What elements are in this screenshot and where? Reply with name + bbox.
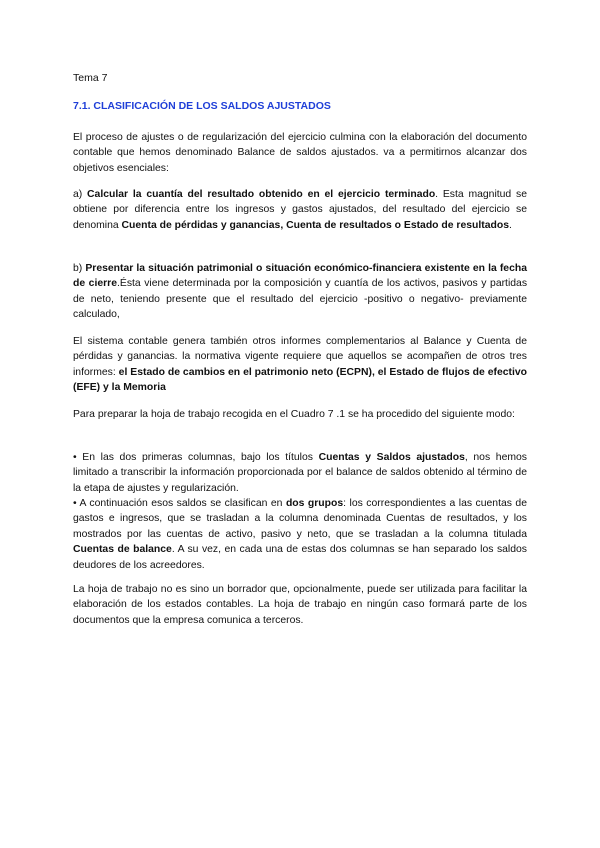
objective-b-title: Presentar la situación patrimonial o situación económico-financiera existente en la fecha de cierre (73, 263, 527, 290)
complementary-reports-paragraph (73, 334, 527, 396)
objective-a-prefix: a) (73, 189, 88, 200)
bullet-first-bold: Cuentas y Saldos ajustados (318, 452, 465, 463)
objective-a-text: . Esta magnitud se obtiene por diferencia entre los ingresos y gastos ajustados, del resultado del ejercicio se denomina (73, 189, 527, 231)
objective-b-paragraph (73, 261, 527, 323)
bullet-second-end: . A su vez, en cada una de estas dos columnas se han separado los saldos deudores de los acreedores. (73, 544, 527, 571)
worksheet-intro-paragraph: Para preparar la hoja de trabajo recogida en el Cuadro 7 .1 se ha procedido del siguiente modo: (73, 409, 515, 420)
bullet-first-columns (73, 450, 527, 496)
objective-b-prefix: b) (73, 263, 86, 274)
bullet-second-text: • A continuación esos saldos se clasifican en (73, 498, 286, 509)
bullet-first-rest: , nos hemos limitado a transcribir la información proporcionada por el balance de saldos obtenido al término de la etapa de ajustes y regularización. (73, 452, 527, 494)
bullet-second-bold-groups: dos grupos (285, 498, 344, 509)
objective-a-paragraph (73, 187, 527, 233)
intro-paragraph: El proceso de ajustes o de regularización del ejercicio culmina con la elaboración del documento contable que hemos denominado Balance de saldos ajustados. va a permitirnos alcanzar dos objetivos esenciales: (73, 132, 527, 174)
objective-a-statement-names: Cuenta de pérdidas y ganancias, Cuenta de resultados o Estado de resultados (121, 219, 509, 231)
complementary-reports-list: el Estado de cambios en el patrimonio neto (ECPN), el Estado de flujos de efectivo (EFE) y la Memoria (73, 366, 527, 394)
objective-a-title: Calcular la cuantía del resultado obtenido en el ejercicio terminado (87, 189, 436, 200)
section-heading: 7.1. CLASIFICACIÓN DE LOS SALDOS AJUSTADOS (73, 100, 331, 112)
objective-b-text: .Ésta viene determinada por la composición y cuantía de los activos, pasivos y partidas de neto, teniendo presente que el resultado del ejercicio -positivo o negativo- previamente calculado, (73, 278, 528, 321)
complementary-reports-text: El sistema contable genera también otros informes complementarios al Balance y Cuenta de pérdidas y ganancias. la normativa vigente requiere que aquellos se acompañen de otros tres informes: (73, 336, 527, 378)
worksheet-conclusion-paragraph: La hoja de trabajo no es sino un borrador que, opcionalmente, puede ser utilizada para facilitar la elaboración de los estados contables. La hoja de trabajo en ningún caso formará parte de los documentos que la empresa comunica a terceros. (73, 584, 527, 626)
bullet-first-text: • En las dos primeras columnas, bajo los títulos (73, 452, 319, 463)
bullet-second-bold-balance: Cuentas de balance (73, 544, 172, 556)
topic-label: Tema 7 (73, 72, 108, 84)
objective-a-end: . (508, 219, 512, 231)
bullet-two-groups (73, 496, 527, 573)
bullet-second-middle: : los correspondientes a las cuentas de gastos e ingresos, que se trasladan a la columna denominada Cuentas de resultados, y los mostrados por las cuentas de activo, pasivo y neto, que se trasladan a la columna titulada (73, 498, 527, 540)
